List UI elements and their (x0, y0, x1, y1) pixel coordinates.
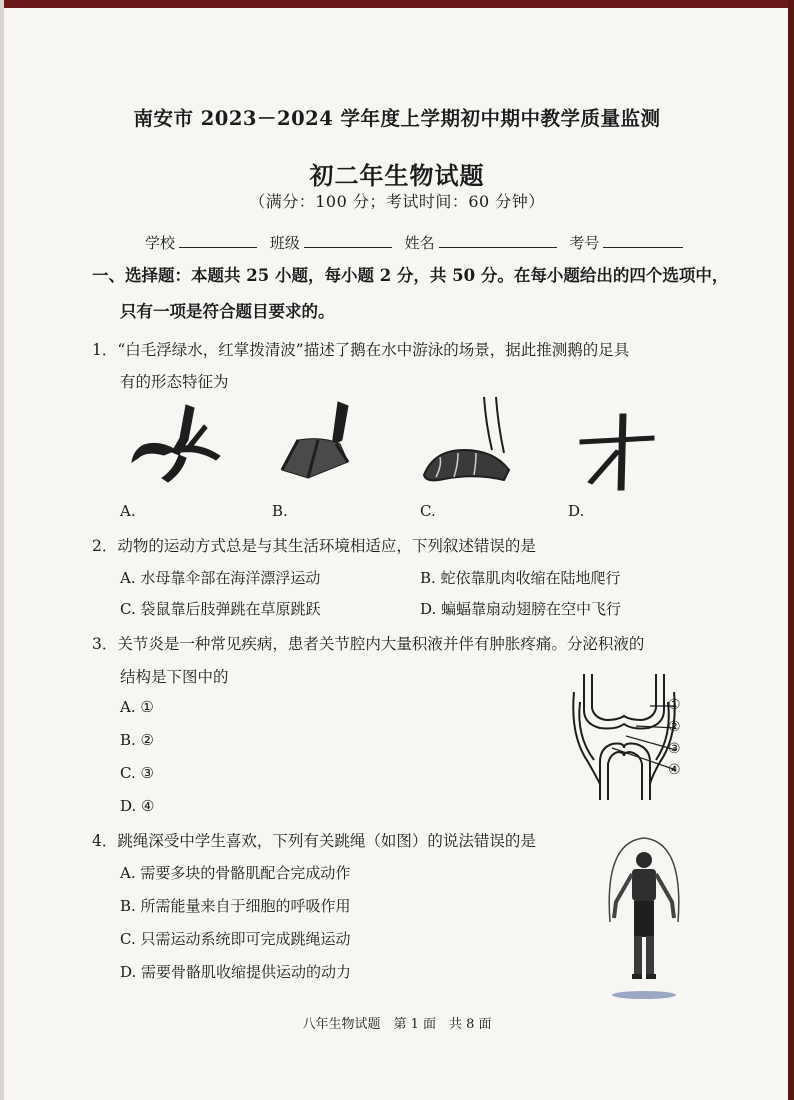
bird-claw-figure (572, 412, 662, 492)
q3-option-d[interactable]: D. ④ (120, 797, 155, 815)
chicken-foot-figure (124, 400, 224, 490)
q4-option-a[interactable]: A. 需要多块的骨骼肌配合完成动作 (120, 864, 351, 882)
knee-label-1: ① (668, 697, 681, 713)
student-info-fields (145, 232, 691, 253)
q1-option-d[interactable]: D. (568, 502, 585, 520)
exam-no-label: 考号 (569, 234, 600, 252)
page-footer: 八年生物试题 第 1 面 共 8 面 (302, 1017, 492, 1032)
exam-title: 南安市 2023－2024 学年度上学期初中期中教学质量监测 (133, 107, 661, 130)
page-top-edge (0, 0, 794, 8)
q3-option-a[interactable]: A. ① (120, 698, 154, 716)
question-2-text: 2．动物的运动方式总是与其生活环境相适应，下列叙述错误的是 (92, 537, 536, 555)
knee-label-2: ② (668, 719, 681, 735)
knee-joint-figure (566, 672, 696, 802)
class-label: 班级 (269, 234, 300, 252)
section-heading-line2: 只有一项是符合题目要求的。 (120, 302, 335, 321)
question-4-text: 4．跳绳深受中学生喜欢，下列有关跳绳（如图）的说法错误的是 (92, 832, 536, 850)
q2-option-c[interactable]: C. 袋鼠靠后肢弹跳在草原跳跃 (120, 600, 321, 618)
q3-option-c[interactable]: C. ③ (120, 764, 154, 782)
q4-option-c[interactable]: C. 只需运动系统即可完成跳绳运动 (120, 930, 351, 948)
section-heading-line1: 一、选择题：本题共 25 小题，每小题 2 分，共 50 分。在每小题给出的四个选项中， (92, 266, 729, 285)
q1-option-c[interactable]: C. (420, 502, 436, 520)
question-1-text-cont: 有的形态特征为 (120, 373, 229, 391)
name-label: 姓名 (404, 234, 435, 252)
q2-option-d[interactable]: D. 蝙蝠靠扇动翅膀在空中飞行 (420, 600, 622, 618)
q1-option-a[interactable]: A. (120, 502, 136, 520)
exam-info: （满分：100 分；考试时间：60 分钟） (249, 192, 545, 211)
q1-option-b[interactable]: B. (272, 502, 288, 520)
q4-option-d[interactable]: D. 需要骨骼肌收缩提供运动的动力 (120, 963, 352, 981)
question-1-text: 1．“白毛浮绿水，红掌拨清波”描述了鹅在水中游泳的场景，据此推测鹅的足具 (92, 341, 630, 359)
name-blank[interactable] (439, 233, 557, 248)
knee-label-4: ④ (668, 762, 681, 778)
class-blank[interactable] (304, 233, 392, 248)
knee-label-3: ③ (668, 741, 681, 757)
jump-rope-figure (594, 832, 694, 1007)
school-blank[interactable] (179, 233, 257, 248)
exam-subject: 初二年生物试题 (309, 161, 485, 190)
school-label: 学校 (145, 234, 176, 252)
q2-option-b[interactable]: B. 蛇依靠肌肉收缩在陆地爬行 (420, 569, 621, 587)
question-3-text-cont: 结构是下图中的 (120, 668, 229, 686)
q3-option-b[interactable]: B. ② (120, 731, 155, 749)
exam-no-blank[interactable] (603, 233, 683, 248)
duck-foot-figure (268, 400, 368, 490)
question-3-text: 3．关节炎是一种常见疾病，患者关节腔内大量积液并伴有肿胀疼痛。分泌积液的 (92, 635, 645, 653)
q2-option-a[interactable]: A. 水母靠伞部在海洋漂浮运动 (120, 569, 321, 587)
webbed-foot-figure (414, 395, 524, 490)
q4-option-b[interactable]: B. 所需能量来自于细胞的呼吸作用 (120, 897, 351, 915)
